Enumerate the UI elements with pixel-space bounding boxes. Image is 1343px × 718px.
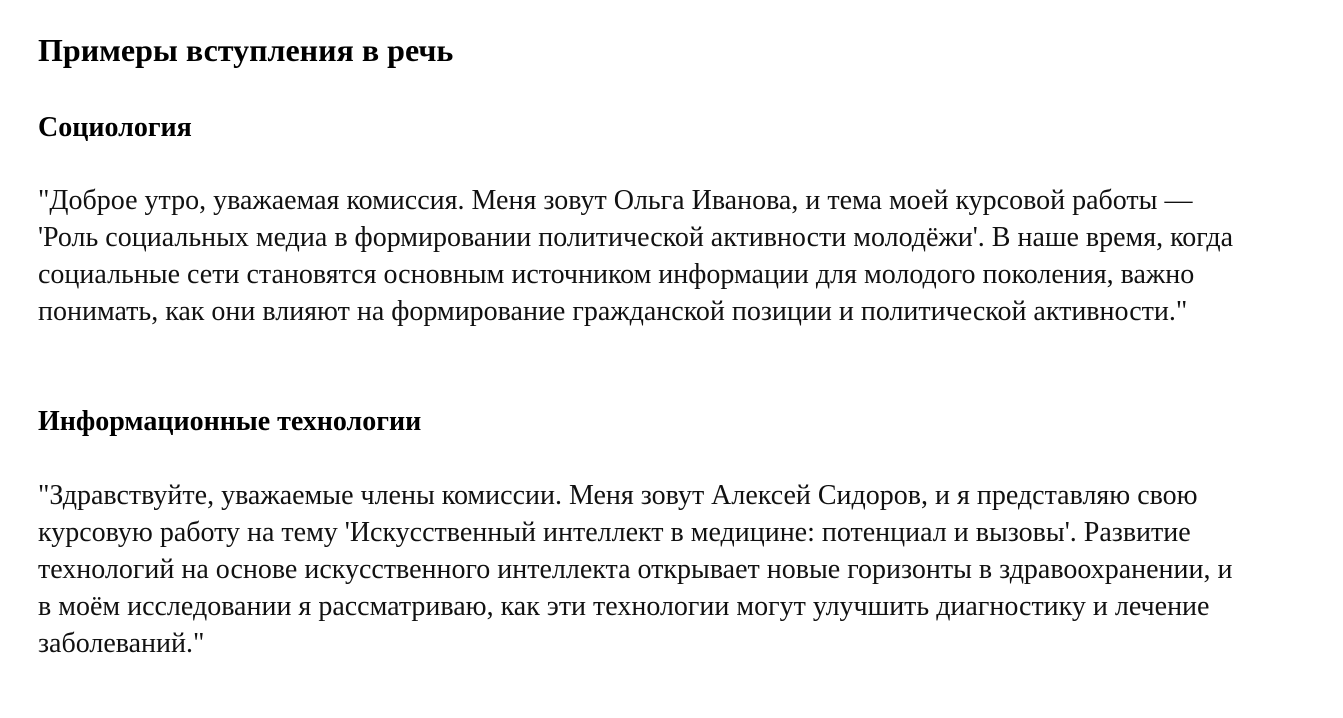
section-heading-it: Информационные технологии <box>38 406 422 437</box>
section-text-it: "Здравствуйте, уважаемые члены комиссии. Меня зовут Алексей Сидоров, и я представляю свою курсовую работу на тему 'Искусственный интеллект в медицине: потенциал и вызовы'. Развитие технологий на основе искусственного интеллекта открывает новые горизонты в здравоохранении, и в моём исследовании я рассматриваю, как эти технологии могут улучшить диагностику и лечение заболеваний." <box>38 480 1233 659</box>
section-text-sociology: "Доброе утро, уважаемая комиссия. Меня зовут Ольга Иванова, и тема моей курсовой работы — 'Роль социальных медиа в формировании политической активности молодёжи'. В наше время, когда социальные сети становятся основным источником информации для молодого поколения, важно понимать, как они влияют на формирование гражданской позиции и политической активности." <box>38 185 1234 327</box>
page-title: Примеры вступления в речь <box>38 32 454 68</box>
section-heading-sociology: Социология <box>38 112 192 143</box>
